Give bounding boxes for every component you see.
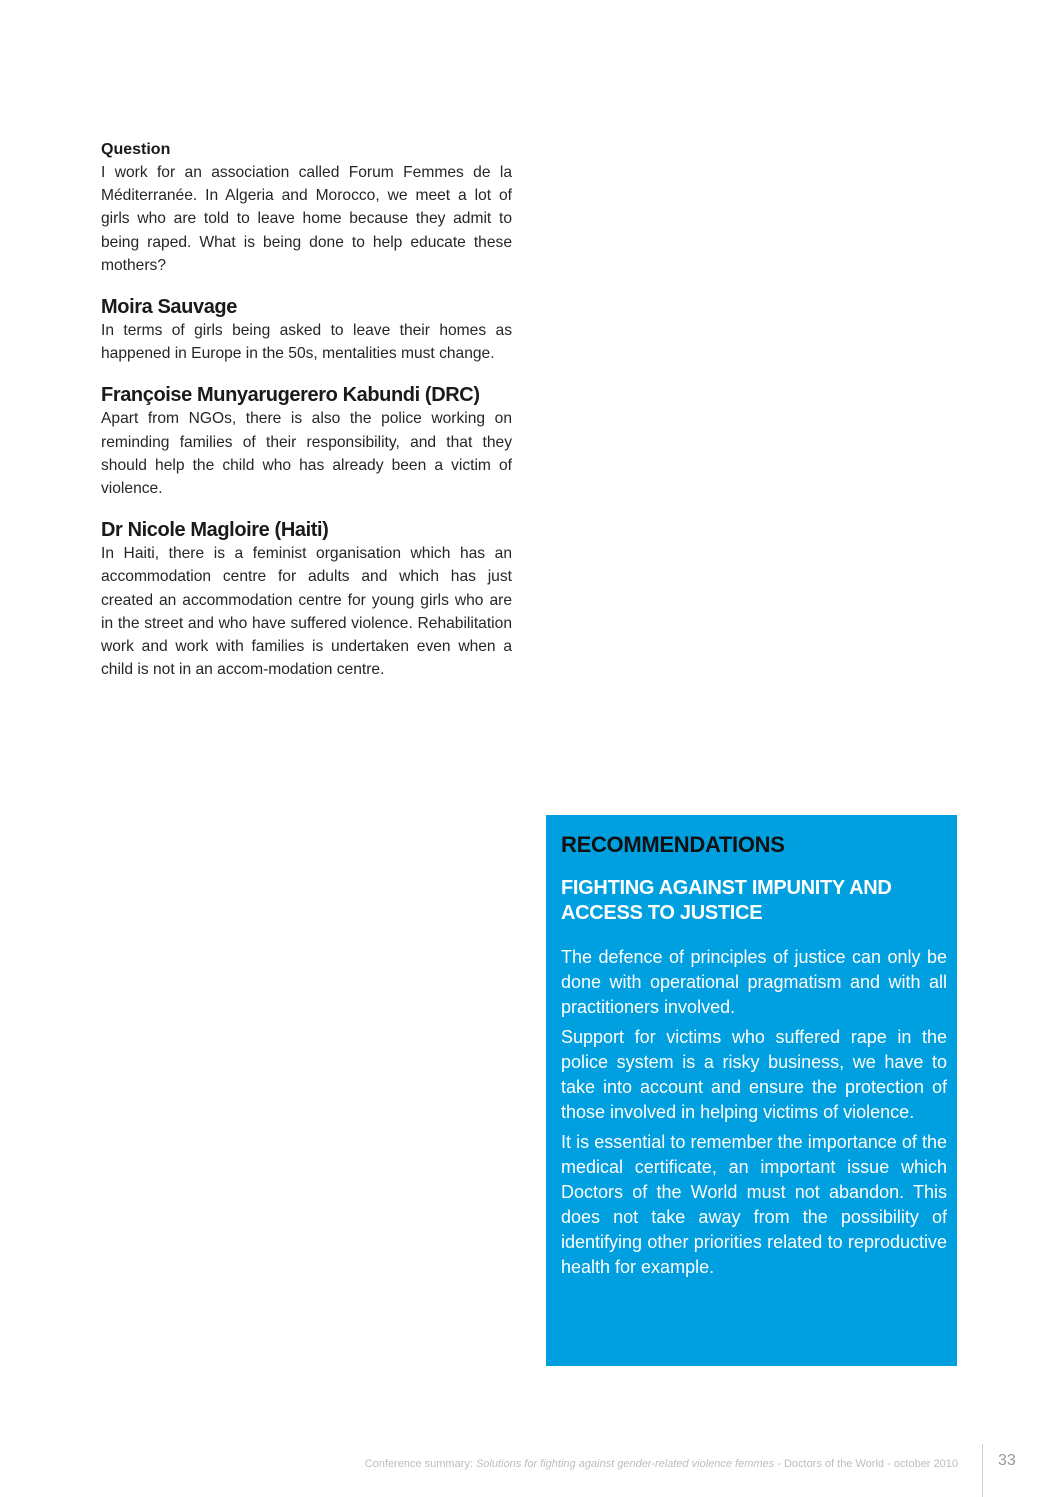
answer-block-francoise-kabundi: [101, 383, 512, 500]
footer-caption: [365, 1458, 958, 1470]
answer-text: In Haiti, there is a feminist organisation which has an accommodation centre for adults and which has just created an accommodation centre for young girls who are in the street and who have suffered violence. Rehabilitation work and work with families is undertaken even when a child is not in an accom-modation centre.: [101, 545, 512, 679]
answer-text: Apart from NGOs, there is also the police working on reminding families of their responsibility, and that they should help the child who has already been a victim of violence.: [101, 410, 512, 498]
recommendations-subheading: FIGHTING AGAINST IMPUNITY AND ACCESS TO JUSTICE: [561, 877, 892, 924]
question-label: Question: [101, 141, 171, 158]
recommendations-box: [546, 815, 957, 1366]
footer-divider: [982, 1444, 983, 1497]
answer-text: In terms of girls being asked to leave their homes as happened in Europe in the 50s, mentalities must change.: [101, 322, 512, 363]
speaker-name: Dr Nicole Magloire (Haiti): [101, 519, 329, 542]
recommendation-paragraph: The defence of principles of justice can only be done with operational pragmatism and with all practitioners involved.: [561, 947, 947, 1017]
recommendations-heading: RECOMMENDATIONS: [561, 832, 785, 857]
footer-suffix: - Doctors of the World - october 2010: [774, 1458, 958, 1470]
speaker-name: Françoise Munyarugerero Kabundi (DRC): [101, 384, 480, 407]
qa-section: [101, 138, 512, 699]
speaker-name: Moira Sauvage: [101, 296, 237, 319]
footer-title: Solutions for fighting against gender-related violence femmes: [475, 1458, 775, 1470]
footer-prefix: Conference summary:: [364, 1458, 476, 1470]
recommendation-paragraph: It is essential to remember the importance of the medical certificate, an important issue which Doctors of the World must not abandon. This does not take away from the possibility of identifying other priorities related to reproductive health for example.: [561, 1132, 947, 1277]
answer-block-moira-sauvage: [101, 295, 512, 365]
answer-block-nicole-magloire: [101, 518, 512, 681]
page-number: 33: [998, 1452, 1016, 1469]
recommendation-paragraph: Support for victims who suffered rape in the police system is a risky business, we have to take into account and ensure the protection of those involved in helping victims of violence.: [561, 1027, 947, 1122]
page-footer: [0, 1444, 1058, 1497]
question-block: [101, 138, 512, 277]
question-text: I work for an association called Forum Femmes de la Méditerranée. In Algeria and Morocco, we meet a lot of girls who are told to leave home because they admit to being raped. What is being done to help educate these mothers?: [101, 164, 512, 274]
